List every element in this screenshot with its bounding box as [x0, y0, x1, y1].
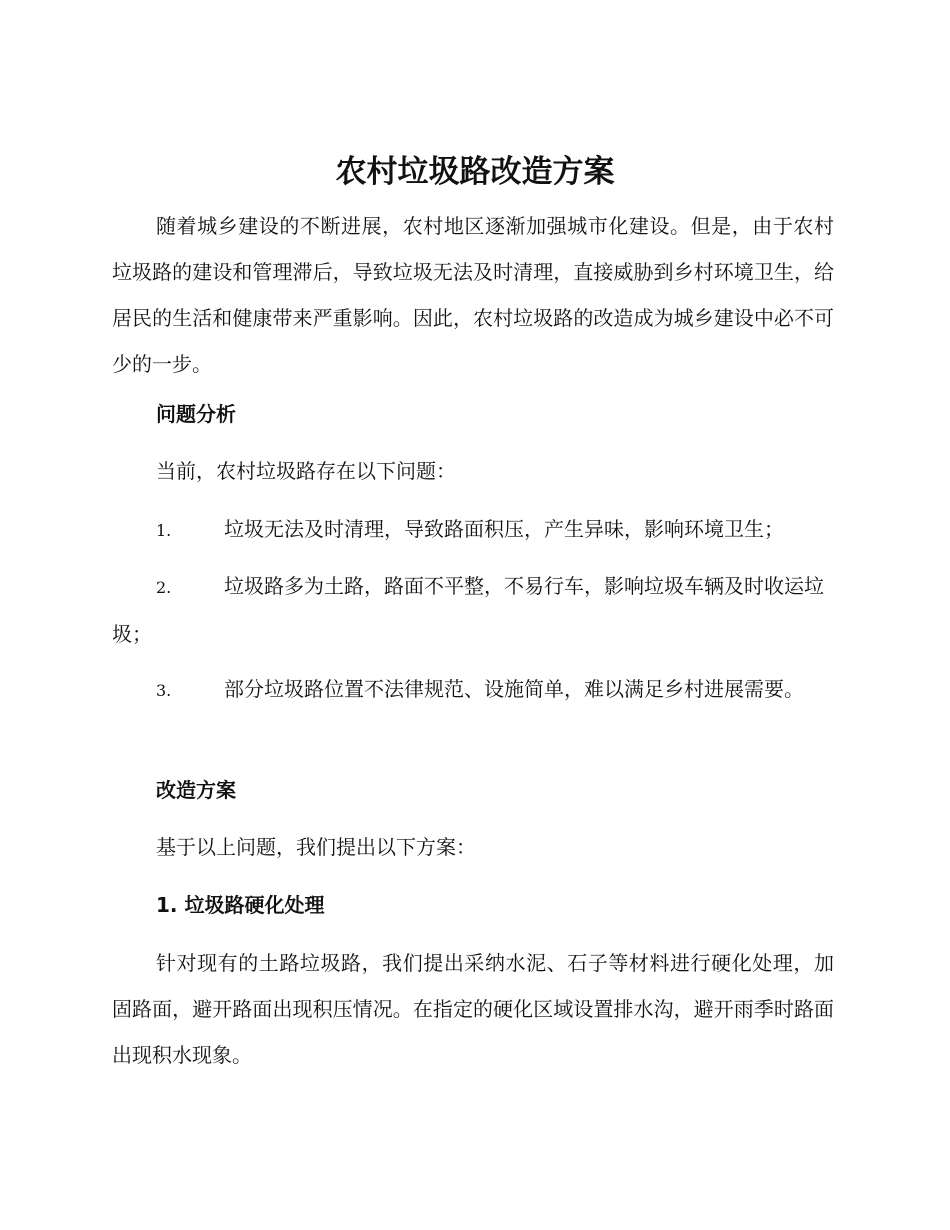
- section-heading-problem-analysis: 问题分析: [156, 402, 236, 426]
- problem-list-item: [112, 666, 834, 714]
- list-item-text: 部分垃圾路位置不法律规范、设施简单，难以满足乡村进展需要。: [224, 677, 804, 701]
- list-number: 3.: [156, 681, 172, 700]
- problem-list-item: [112, 506, 834, 554]
- problem-list-item: [112, 563, 834, 657]
- list-number: 1.: [156, 521, 172, 540]
- section-heading-renovation-plan: 改造方案: [156, 778, 236, 802]
- subsection-heading-road-hardening: 1. 垃圾路硬化处理: [156, 893, 325, 917]
- document-title: 农村垃圾路改造方案: [335, 154, 615, 190]
- list-number: 2.: [156, 578, 172, 597]
- list-item-text: 垃圾无法及时清理，导致路面积压，产生异味，影响环境卫生；: [224, 517, 784, 541]
- plan-lead-text: 基于以上问题，我们提出以下方案：: [156, 835, 476, 859]
- list-item-text: 垃圾路多为土路，路面不平整，不易行车，影响垃圾车辆及时收运垃圾；: [112, 574, 824, 646]
- road-hardening-paragraph: 针对现有的土路垃圾路，我们提出采纳水泥、石子等材料进行硬化处理，加固路面，避开路面出现积压情况。在指定的硬化区域设置排水沟，避开雨季时路面出现积水现象。: [112, 951, 834, 1067]
- intro-paragraph: 随着城乡建设的不断进展，农村地区逐渐加强城市化建设。但是，由于农村垃圾路的建设和管理滞后，导致垃圾无法及时清理，直接威胁到乡村环境卫生，给居民的生活和健康带来严重影响。因此，农村垃圾路的改造成为城乡建设中必不可少的一步。: [112, 214, 834, 376]
- problem-lead-text: 当前，农村垃圾路存在以下问题：: [156, 459, 456, 483]
